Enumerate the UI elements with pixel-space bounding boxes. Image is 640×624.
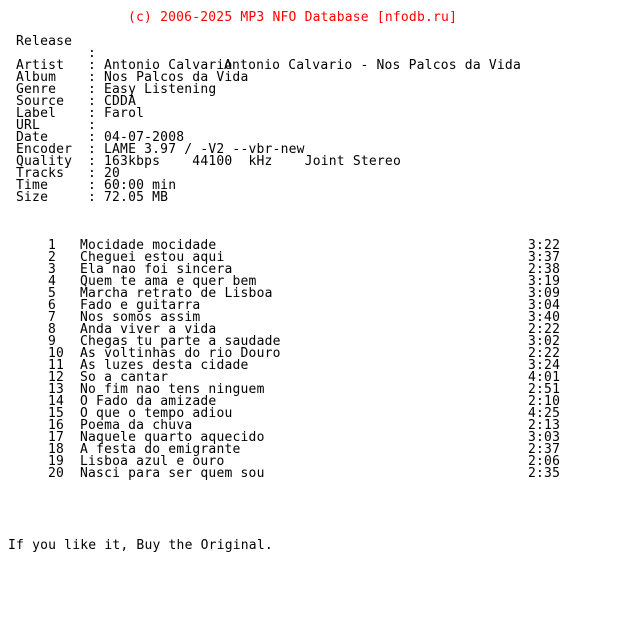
track-number: 12 [48, 370, 65, 385]
track-duration: 3:09 [528, 286, 561, 301]
track-title: Anda viver a vida [80, 322, 217, 337]
copyright-text: (c) 2006-2025 MP3 NFO Database [nfodb.ru] [128, 10, 458, 25]
track-duration: 2:13 [528, 418, 561, 433]
track-title: Mocidade mocidade [80, 238, 217, 253]
track-title: Nos somos assim [80, 310, 201, 325]
track-duration: 3:22 [528, 238, 561, 253]
info-label: Source [16, 94, 65, 109]
track-number: 2 [48, 250, 57, 265]
track-title: Poema da chuva [80, 418, 193, 433]
track-title: Lisboa azul e ouro [80, 454, 225, 469]
info-label: Time [16, 178, 49, 193]
track-title: As luzes desta cidade [80, 358, 249, 373]
track-number: 16 [48, 418, 65, 433]
track-duration: 3:04 [528, 298, 561, 313]
track-title: Nasci para ser quem sou [80, 466, 265, 481]
copyright-line [0, 0, 458, 25]
info-value: Antonio Calvario [104, 58, 233, 73]
track-duration: 3:02 [528, 334, 561, 349]
track-number: 3 [48, 262, 57, 277]
track-title: No fim nao tens ninguem [80, 382, 265, 397]
track-duration: 3:19 [528, 274, 561, 289]
track-title: Quem te ama e quer bem [80, 274, 257, 289]
info-value: Easy Listening [104, 82, 217, 97]
info-value: 163kbps 44100 kHz Joint Stereo [104, 154, 401, 169]
info-separator: : [88, 58, 97, 73]
track-title: Naquele quarto aquecido [80, 430, 265, 445]
track-number: 7 [48, 310, 57, 325]
track-number: 8 [48, 322, 57, 337]
track-title: Chegas tu parte a saudade [80, 334, 281, 349]
track-duration: 3:24 [528, 358, 561, 373]
track-duration: 2:22 [528, 322, 561, 337]
track-number: 17 [48, 430, 65, 445]
track-number: 10 [48, 346, 65, 361]
track-number: 4 [48, 274, 57, 289]
info-separator: : [88, 82, 97, 97]
track-title: Fado e guitarra [80, 298, 201, 313]
info-label: URL [16, 118, 41, 133]
info-value: 04-07-2008 [104, 130, 185, 145]
info-label: Genre [16, 82, 57, 97]
track-number: 14 [48, 394, 65, 409]
track-duration: 4:01 [528, 370, 561, 385]
track-number: 9 [48, 334, 57, 349]
release-value: Antonio Calvario - Nos Palcos da Vida [224, 58, 521, 73]
info-label: Artist [16, 58, 65, 73]
info-separator: : [88, 118, 97, 133]
track-number: 20 [48, 466, 65, 481]
footer-text: If you like it, Buy the Original. [8, 538, 273, 553]
info-label: Label [16, 106, 57, 121]
track-title: A festa do emigrante [80, 442, 241, 457]
info-separator: : [88, 106, 97, 121]
info-separator: : [88, 178, 97, 193]
info-value: 60:00 min [104, 178, 177, 193]
info-label: Tracks [16, 166, 65, 181]
track-title: Ela nao foi sincera [80, 262, 233, 277]
info-value: Nos Palcos da Vida [104, 70, 249, 85]
info-separator: : [88, 154, 97, 169]
info-label: Date [16, 130, 49, 145]
track-title: So a cantar [80, 370, 169, 385]
info-separator: : [88, 166, 97, 181]
info-value: LAME 3.97 / -V2 --vbr-new [104, 142, 305, 157]
track-number: 1 [48, 238, 57, 253]
track-title: As voltinhas do rio Douro [80, 346, 281, 361]
info-label: Size [16, 190, 49, 205]
track-number: 15 [48, 406, 65, 421]
track-number: 13 [48, 382, 65, 397]
track-title: Cheguei estou aqui [80, 250, 225, 265]
track-number: 18 [48, 442, 65, 457]
track-title: O que o tempo adiou [80, 406, 233, 421]
track-duration: 2:22 [528, 346, 561, 361]
track-number: 19 [48, 454, 65, 469]
track-number: 6 [48, 298, 57, 313]
info-value: 20 [104, 166, 121, 181]
track-number: 5 [48, 286, 57, 301]
track-duration: 3:37 [528, 250, 561, 265]
track-title: O Fado da amizade [80, 394, 217, 409]
track-number: 11 [48, 358, 65, 373]
footer-line [0, 528, 273, 553]
track-duration: 2:10 [528, 394, 561, 409]
info-separator: : [88, 94, 97, 109]
info-separator: : [88, 142, 97, 157]
info-separator: : [88, 130, 97, 145]
track-title: Marcha retrato de Lisboa [80, 286, 273, 301]
info-value: CDDA [104, 94, 137, 109]
info-label: Encoder [16, 142, 73, 157]
track-duration: 2:06 [528, 454, 561, 469]
track-duration: 4:25 [528, 406, 561, 421]
release-label: Release [16, 34, 73, 49]
track-duration: 3:40 [528, 310, 561, 325]
track-duration: 2:37 [528, 442, 561, 457]
track-duration: 3:03 [528, 430, 561, 445]
track-duration: 2:35 [528, 466, 561, 481]
info-value: 72.05 MB [104, 190, 169, 205]
info-label: Album [16, 70, 57, 85]
info-value: Farol [104, 106, 145, 121]
release-separator: : [88, 46, 97, 61]
info-separator: : [88, 70, 97, 85]
track-duration: 2:38 [528, 262, 561, 277]
info-separator: : [88, 190, 97, 205]
track-duration: 2:51 [528, 382, 561, 397]
info-label: Quality [16, 154, 73, 169]
